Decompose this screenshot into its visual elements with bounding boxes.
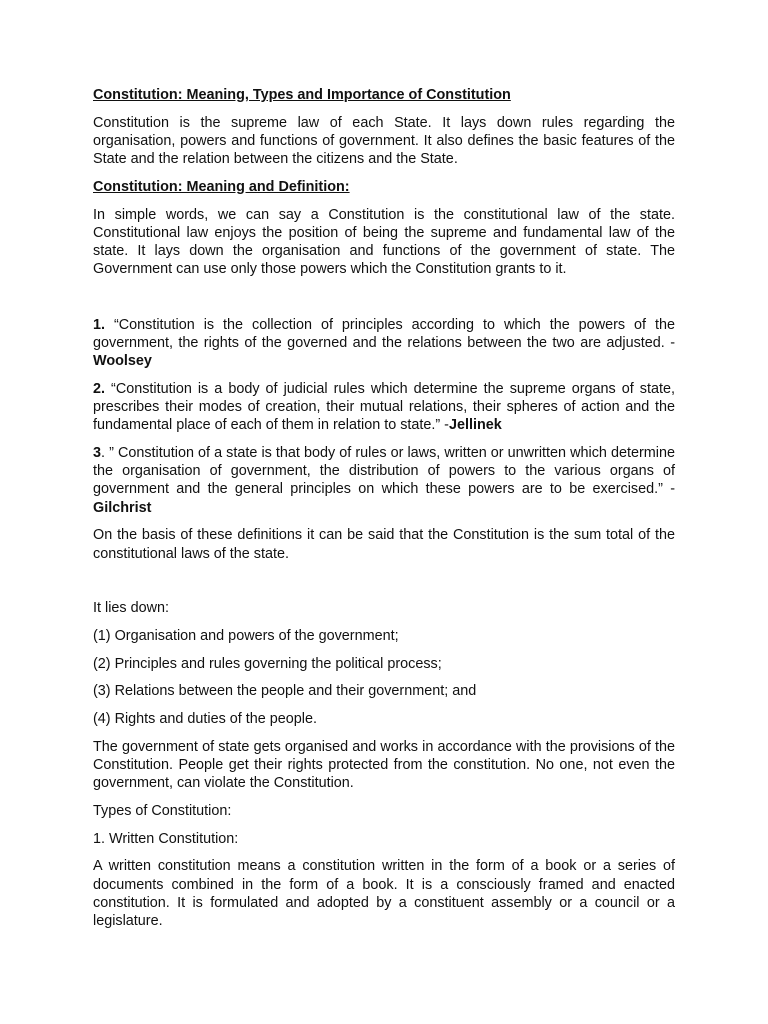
document-page [93,86,675,940]
definition-text: “Constitution is the collection of principles according to which the powers of the government, the rights of the governed and the relations between the two are adjusted. - [93,316,675,352]
definition-1 [93,316,675,371]
definition-author: Jellinek [448,417,502,434]
definition-author: Woolsey [93,353,152,370]
list-item: (3) Relations between the people and their government; and [93,683,477,700]
definition-text: . ” Constitution of a state is that body of rules or laws, written or unwritten which determine the organisation of government, the distribution of powers to the various organs of government and the general principles on which these powers are to be exercised.” - [93,445,675,498]
provisions-paragraph: The government of state gets organised and works in accordance with the provisions of the Constitution. People get their rights protected from the constitution. No one, not even the government, can violate the Constitution. [93,738,675,792]
spacer [93,572,675,599]
intro-paragraph: Constitution is the supreme law of each State. It lays down rules regarding the organisation, powers and functions of government. It also defines the basic features of the State and the relation between the citizens and the State. [93,114,675,168]
types-heading: Types of Constitution: [93,802,232,819]
written-constitution-heading: 1. Written Constitution: [93,830,239,847]
definition-2 [93,380,675,435]
meaning-heading: Constitution: Meaning and Definition: [93,178,350,195]
summary-paragraph: On the basis of these definitions it can be said that the Constitution is the sum total of the constitutional laws of the state. [93,527,675,562]
meaning-paragraph: In simple words, we can say a Constitution is the constitutional law of the state. Constitutional law enjoys the position of being the supreme and fundamental law of the state. It lays down the organisation and functions of the government of state. The Government can use only those powers which the Constitution grants to it. [93,206,675,278]
definition-number: 2. [93,380,106,397]
spacer [93,288,675,316]
definition-number: 3 [93,445,102,462]
list-item: (1) Organisation and powers of the government; [93,627,399,644]
definition-number: 1. [93,316,106,333]
definition-text: “Constitution is a body of judicial rules which determine the supreme organs of state, prescribes their modes of creation, their mutual relations, their spheres of action and the fundamental place of each of them in relation to state.” - [93,380,675,434]
list-item: (2) Principles and rules governing the political process; [93,655,442,672]
page-title: Constitution: Meaning, Types and Importance of Constitution [93,87,511,103]
lies-down-label: It lies down: [93,600,169,617]
written-constitution-paragraph: A written constitution means a constitution written in the form of a book or a series of documents combined in the form of a book. It is a consciously framed and enacted constitution. It is formulated and adopted by a constituent assembly or a council or a legislature. [93,858,675,929]
definition-3 [93,444,675,517]
definition-author: Gilchrist [93,499,152,516]
list-item: (4) Rights and duties of the people. [93,711,317,728]
